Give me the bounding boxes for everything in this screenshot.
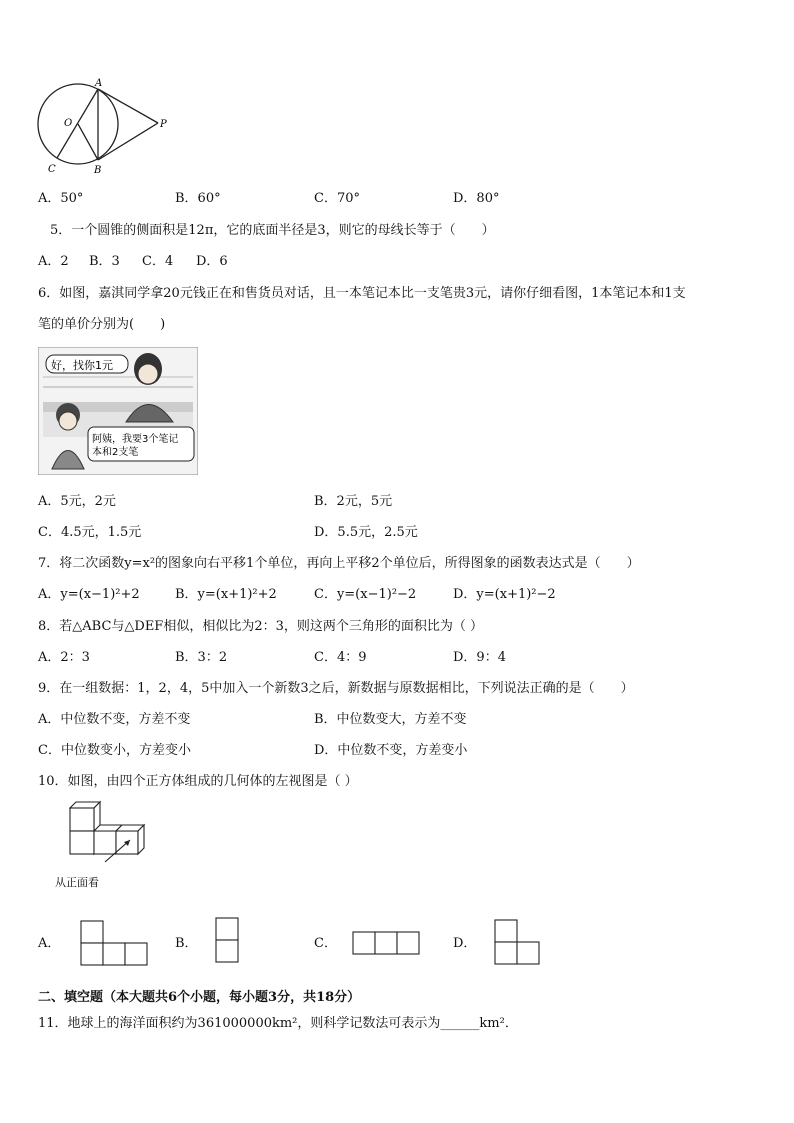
q10-option-d-view [494,919,542,967]
q5-option-c: C．4 [142,254,174,269]
q5-question: 5．一个圆锥的侧面积是12π，它的底面半径是3，则它的母线长等于（ ） [50,223,495,238]
q5-option-a: A．2 [38,254,69,269]
q5-option-d: D．6 [196,254,228,269]
q10-option-d-label: D． [453,936,477,951]
q4-option-b: B．60° [175,191,221,206]
tangent-pa [98,89,158,123]
q10-option-b-label: B． [175,936,198,951]
q10-option-c-label: C． [314,936,337,951]
q9-question: 9．在一组数据：1，2，4，5中加入一个新数3之后，新数据与原数据相比，下列说法正确的是（ ） [38,681,634,696]
q7-option-b: B．y=(x+1)²+2 [175,587,277,602]
q4-circle-figure [30,76,180,178]
section-2-heading: 二、填空题（本大题共6个小题，每小题3分，共18分） [38,990,361,1005]
q8-option-c: C．4：9 [314,650,367,665]
q8-option-b: B．3：2 [175,650,228,665]
q9-option-d: D．中位数不变，方差变小 [314,743,468,758]
q10-cubes-figure [40,800,150,892]
q7-question: 7．将二次函数y=x²的图象向右平移1个单位，再向上平移2个单位后，所得图象的函数表达式是（ ） [38,556,640,571]
q4-option-a: A．50° [38,191,84,206]
tangent-pb [98,123,158,160]
q9-option-c: C．中位数变小，方差变小 [38,743,191,758]
view-direction-label: 从正面看 [55,876,99,889]
q9-option-b: B．中位数变大，方差不变 [314,712,467,727]
q8-question: 8．若△ABC与△DEF相似，相似比为2：3，则这两个三角形的面积比为（ ） [38,619,484,634]
q8-option-a: A．2：3 [38,650,90,665]
bubble-bottom-text-1: 阿姨，我要3个笔记 [92,434,179,445]
q10-option-a-view [80,920,150,970]
label-p: P [160,119,167,130]
label-b: B [94,165,102,176]
q8-option-d: D．9：4 [453,650,506,665]
q4-option-d: D．80° [453,191,500,206]
q7-option-d: D．y=(x+1)²−2 [453,587,556,602]
q5-option-b: B．3 [89,254,120,269]
q6-question-line2: 笔的单价分别为( ) [38,317,166,332]
q11-question: 11．地球上的海洋面积约为361000000km²，则科学记数法可表示为______km²． [38,1016,518,1031]
q10-option-c-view [352,931,422,957]
q7-option-c: C．y=(x−1)²−2 [314,587,417,602]
q6-option-c: C．4.5元，1.5元 [38,525,142,540]
q6-option-a: A．5元，2元 [38,494,116,509]
q6-option-d: D．5.5元，2.5元 [314,525,418,540]
q6-shop-illustration [38,347,198,475]
label-o: O [64,118,73,129]
q10-question: 10．如图，由四个正方体组成的几何体的左视图是（ ） [38,774,358,789]
q6-option-b: B．2元，5元 [314,494,393,509]
q6-question-line1: 6．如图，嘉淇同学拿20元钱正在和售货员对话，且一本笔记本比一支笔贵3元，请你仔细看图，1本笔记本和1支 [38,286,686,301]
q10-option-a-label: A． [38,936,61,951]
q4-option-c: C．70° [314,191,360,206]
label-c: C [48,164,56,175]
q10-option-b-view [215,917,241,965]
bubble-bottom-text-2: 本和2支笔 [92,447,139,458]
q7-option-a: A．y=(x−1)²+2 [38,587,140,602]
label-a: A [95,78,103,89]
q9-option-a: A．中位数不变，方差不变 [38,712,191,727]
bubble-top-text: 好，找你1元 [51,359,113,372]
segment-ob [78,124,98,160]
